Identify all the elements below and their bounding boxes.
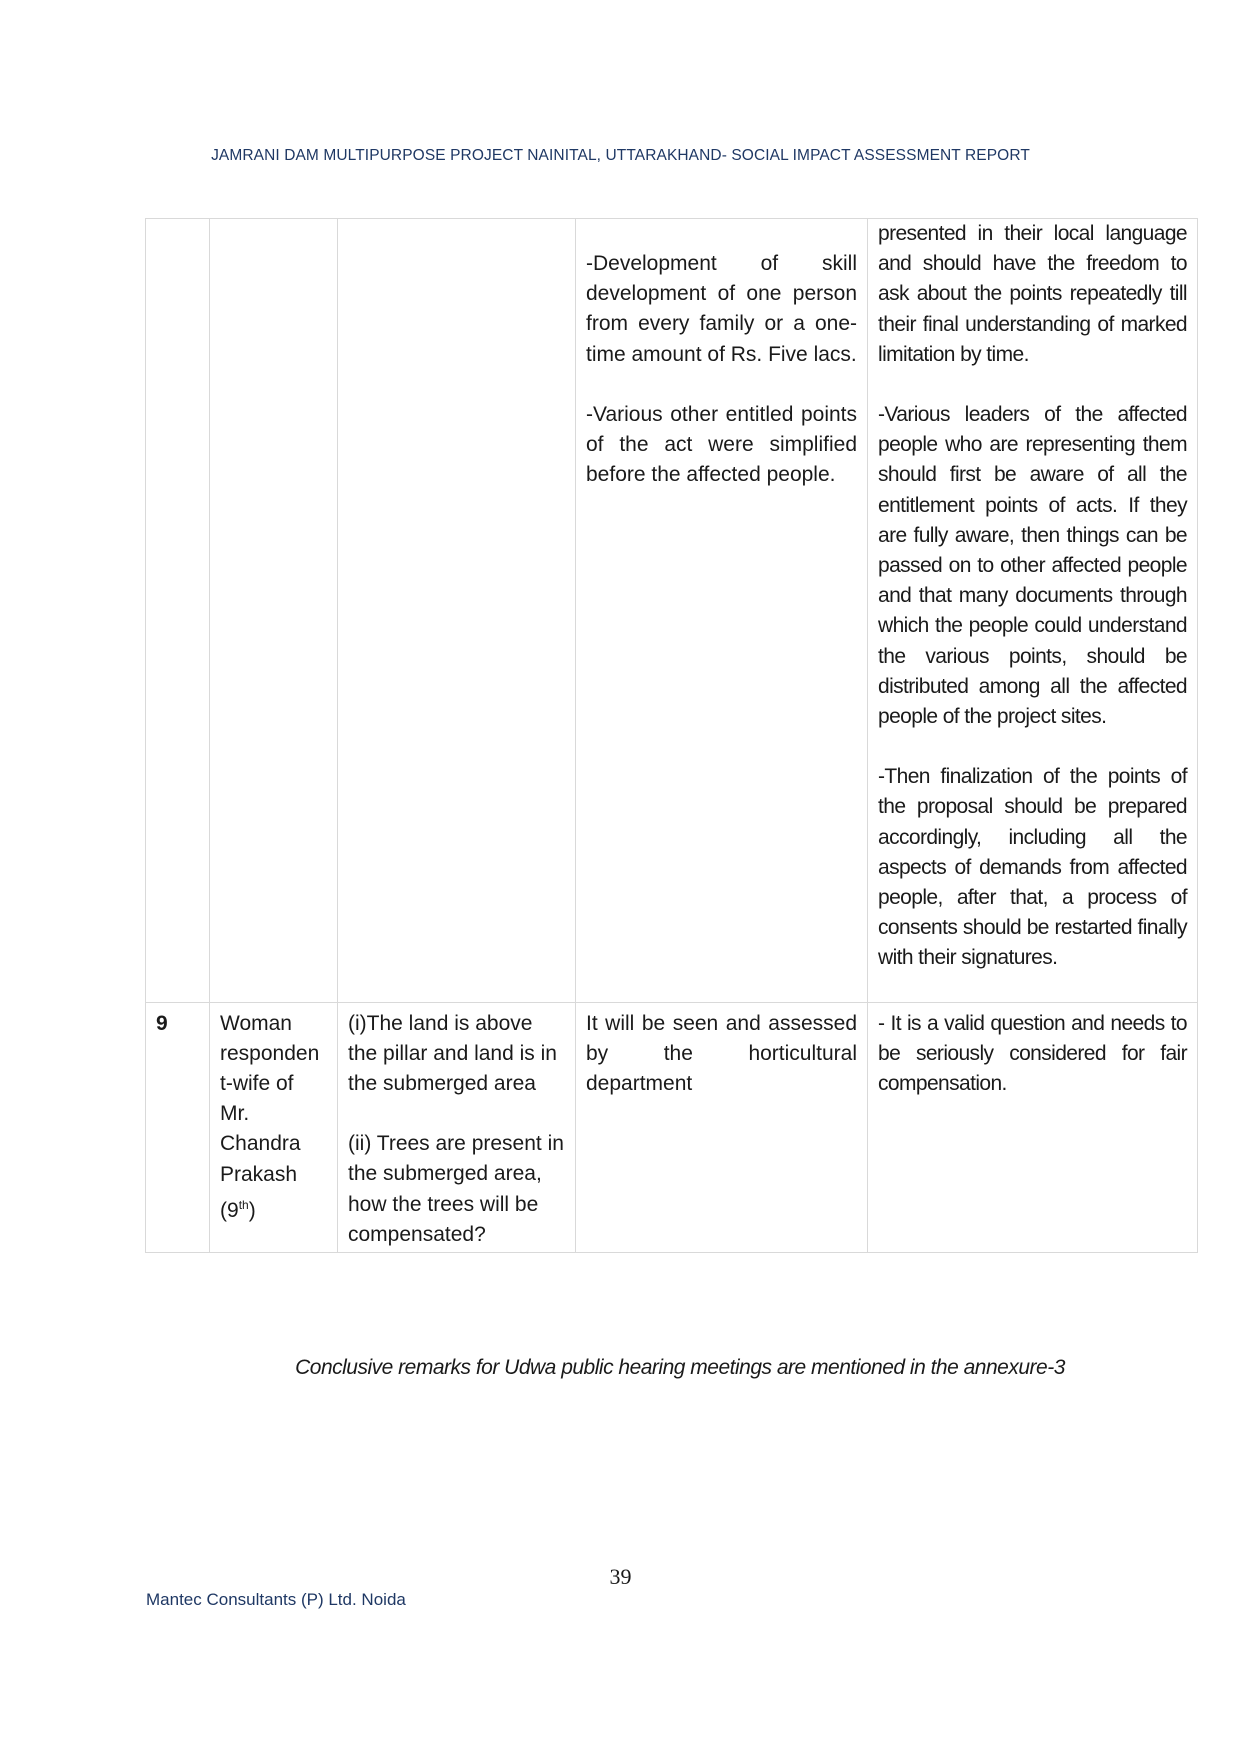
page-header: JAMRANI DAM MULTIPURPOSE PROJECT NAINITAL, UTTARAKHAND- SOCIAL IMPACT ASSESSMENT REPORT [211,147,1030,164]
cell-respondent [210,219,338,1003]
response-text: It will be seen and assessed by the horticultural department [586,1011,857,1096]
serial-number: 9 [156,1011,168,1035]
cell-issues [338,1002,576,1252]
remarks-text: - It is a valid question and needs to be seriously considered for fair compensation. [878,1011,1187,1096]
cell-issues [338,219,576,1003]
response-paragraph: -Various other entitled points of the act were simplified before the affected people. [586,402,857,487]
cell-remarks [868,1002,1198,1252]
public-hearing-table [145,218,1198,1253]
table-row-9 [146,1002,1198,1252]
remarks-paragraph: presented in their local language and should have the freedom to ask about the points repeatedly till their final understanding of marked limitation by time. [878,222,1187,366]
cell-sno [146,219,210,1003]
cell-sno [146,1002,210,1252]
remarks-paragraph: -Then finalization of the points of the proposal should be prepared accordingly, including all the aspects of demands from affected people, after that, a process of consents should be restarted finally with their signatures. [878,765,1187,970]
respondent-superscript: th [238,1197,249,1212]
respondent-name-end: ) [248,1198,256,1222]
page-number: 39 [609,1564,632,1589]
cell-project-response [576,1002,868,1252]
cell-respondent [210,1002,338,1252]
remarks-paragraph: -Various leaders of the affected people who are representing them should first be aware of all the entitlement points of acts. If they are fully aware, then things can be passed on to other affected people and that many documents through which the people could understand the various points, should be distributed among all the affected people of the project sites. [878,403,1187,729]
table-caption: Conclusive remarks for Udwa public hearing meetings are mentioned in the annexure-3 [295,1356,1065,1379]
respondent-name: Woman responden t-wife of Mr. Chandra Prakash (9 [220,1011,320,1222]
table-row-continued [146,219,1198,1003]
issue-paragraph: (i)The land is above the pillar and land is in the submerged area [348,1011,557,1096]
cell-remarks [868,219,1198,1003]
cell-project-response [576,219,868,1003]
page-footer: Mantec Consultants (P) Ltd. Noida [146,1590,406,1609]
response-paragraph: -Development of skill development of one person from every family or a one-time amount of Rs. Five lacs. [586,252,857,366]
issue-paragraph: (ii) Trees are present in the submerged area, how the trees will be compensated? [348,1132,564,1246]
